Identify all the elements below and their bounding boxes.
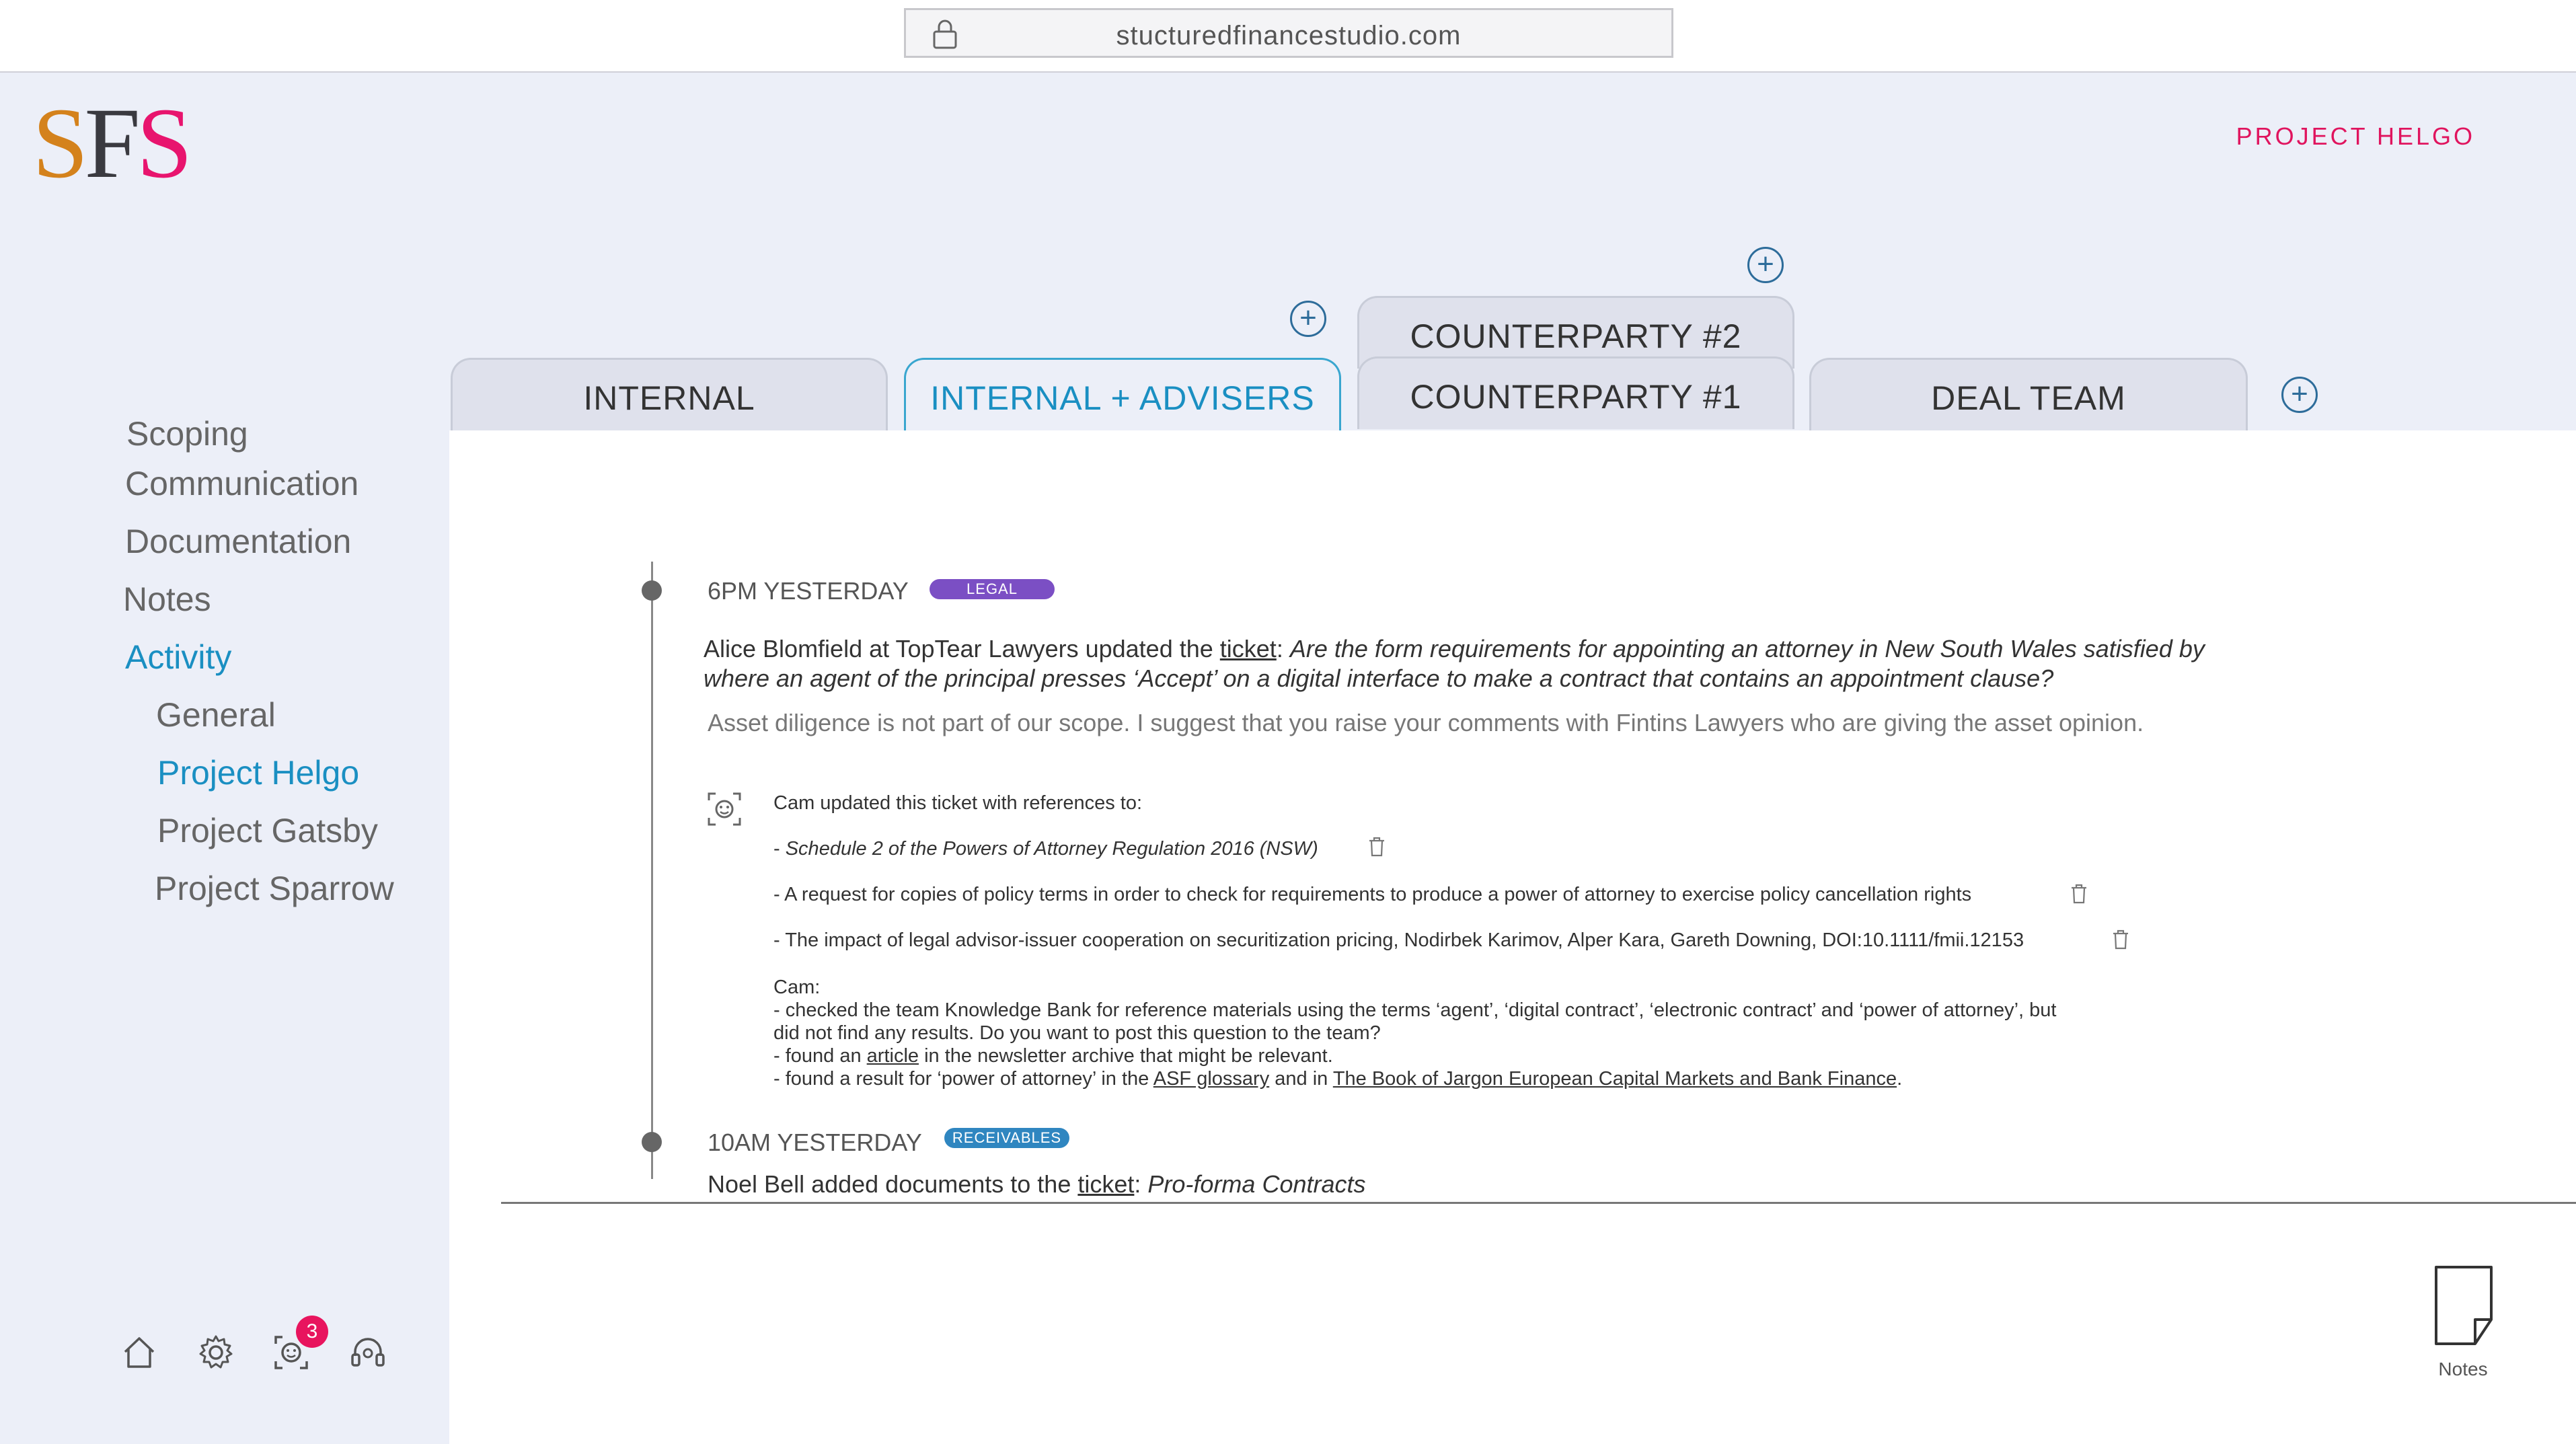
ticket-link[interactable]: ticket	[1219, 635, 1277, 662]
sidebar-item-notes[interactable]: Notes	[123, 580, 211, 618]
timeline-dot	[642, 580, 662, 601]
asf-glossary-link[interactable]: ASF glossary	[1153, 1068, 1270, 1090]
sidebar-item-documentation[interactable]: Documentation	[125, 523, 352, 560]
sidebar-item-project-sparrow[interactable]: Project Sparrow	[155, 870, 394, 907]
reference-item[interactable]: - A request for copies of policy terms in order to check for requirements to produce a power of attorney to exercise policy cancellation rights	[773, 884, 1972, 905]
entry-summary: Alice Blomfield at TopTear Lawyers updated the ticket: Are the form requirements for appointing an attorney in New South Wales satisfied by	[704, 635, 2205, 662]
timeline-dot	[642, 1132, 662, 1152]
bot-intro: Cam updated this ticket with references to:	[773, 792, 1143, 814]
sidebar-item-project-gatsby[interactable]: Project Gatsby	[157, 812, 378, 849]
gear-icon[interactable]	[196, 1333, 235, 1372]
entry-summary: Noel Bell added documents to the ticket: Pro-forma Contracts	[708, 1170, 1366, 1198]
cam-label: Cam:	[773, 977, 821, 998]
assistant-bot-icon	[706, 791, 743, 827]
cam-note-line: - found a result for ‘power of attorney’ in the ASF glossary and in The Book of Jargon European Capital Markets and Bank Finance.	[773, 1068, 1903, 1090]
tag-badge-legal[interactable]: LEGAL	[930, 579, 1055, 599]
sidebar-item-general[interactable]: General	[156, 696, 276, 734]
ticket-question-cont: where an agent of the principal presses ‘Accept’ on a digital interface to make a contract that contains an appointment clause?	[704, 664, 2054, 692]
cam-note-line: - checked the team Knowledge Bank for reference materials using the terms ‘agent’, ‘digital contract’, ‘electronic contract’ and ‘power of attorney’, but	[773, 999, 2057, 1021]
reference-item[interactable]: - The impact of legal advisor-issuer cooperation on securitization pricing, Nodirbek Karimov, Alper Kara, Gareth Downing, DOI:10.1111/fmii.12153	[773, 929, 2024, 951]
tab-deal-team[interactable]: DEAL TEAM	[1809, 358, 2248, 430]
tab-internal-advisers[interactable]: INTERNAL + ADVISERS	[904, 358, 1341, 430]
cam-note-line: did not find any results. Do you want to post this question to the team?	[773, 1022, 1381, 1044]
tag-badge-receivables[interactable]: RECEIVABLES	[944, 1128, 1069, 1148]
sidebar-item-communication[interactable]: Communication	[125, 465, 359, 502]
project-title: PROJECT HELGO	[2236, 122, 2475, 150]
notes-label[interactable]: Notes	[2438, 1359, 2488, 1379]
tab-counterparty-1[interactable]: COUNTERPARTY #1	[1357, 356, 1794, 429]
cam-note-line: - found an article in the newsletter archive that might be relevant.	[773, 1045, 1333, 1067]
tab-internal[interactable]: INTERNAL	[451, 358, 888, 430]
ticket-question: Are the form requirements for appointing an attorney in New South Wales satisfied by	[1289, 635, 2205, 662]
entry-time: 10AM YESTERDAY	[708, 1129, 922, 1156]
add-counterparty-plus-icon[interactable]: +	[1747, 247, 1784, 283]
add-tab-end-plus-icon[interactable]: +	[2281, 377, 2318, 413]
notes-page-icon[interactable]	[2431, 1263, 2497, 1349]
delete-trash-icon[interactable]	[2112, 929, 2129, 950]
url-text: stucturedfinancestudio.com	[1116, 21, 1462, 50]
entry-reply: Asset diligence is not part of our scope. I suggest that you raise your comments with Fintins Lawyers who are giving the asset opinion.	[708, 709, 2144, 736]
sfs-logo[interactable]: SFS	[32, 87, 189, 199]
browser-toolbar	[0, 0, 2576, 73]
delete-trash-icon[interactable]	[1368, 837, 1386, 857]
ticket-link[interactable]: ticket	[1077, 1170, 1135, 1198]
tab-counterparty-2[interactable]: COUNTERPARTY #2	[1357, 296, 1794, 369]
home-icon[interactable]	[120, 1333, 159, 1372]
panel-divider	[501, 1202, 2576, 1204]
sidebar-item-scoping[interactable]: Scoping	[126, 415, 248, 453]
reference-item[interactable]: - Schedule 2 of the Powers of Attorney Regulation 2016 (NSW)	[773, 838, 1318, 860]
support-headset-icon[interactable]	[348, 1333, 387, 1372]
timeline-line	[651, 562, 653, 1179]
add-tab-plus-icon[interactable]: +	[1290, 301, 1326, 337]
notification-badge: 3	[296, 1316, 328, 1348]
sidebar-item-project-helgo[interactable]: Project Helgo	[157, 754, 360, 792]
book-of-jargon-link[interactable]: The Book of Jargon European Capital Markets and Bank Finance	[1332, 1068, 1897, 1090]
sidebar-item-activity[interactable]: Activity	[125, 638, 232, 676]
entry-time: 6PM YESTERDAY	[708, 577, 909, 605]
delete-trash-icon[interactable]	[2070, 884, 2088, 904]
article-link[interactable]: article	[866, 1045, 919, 1067]
address-bar[interactable]	[904, 8, 1673, 58]
